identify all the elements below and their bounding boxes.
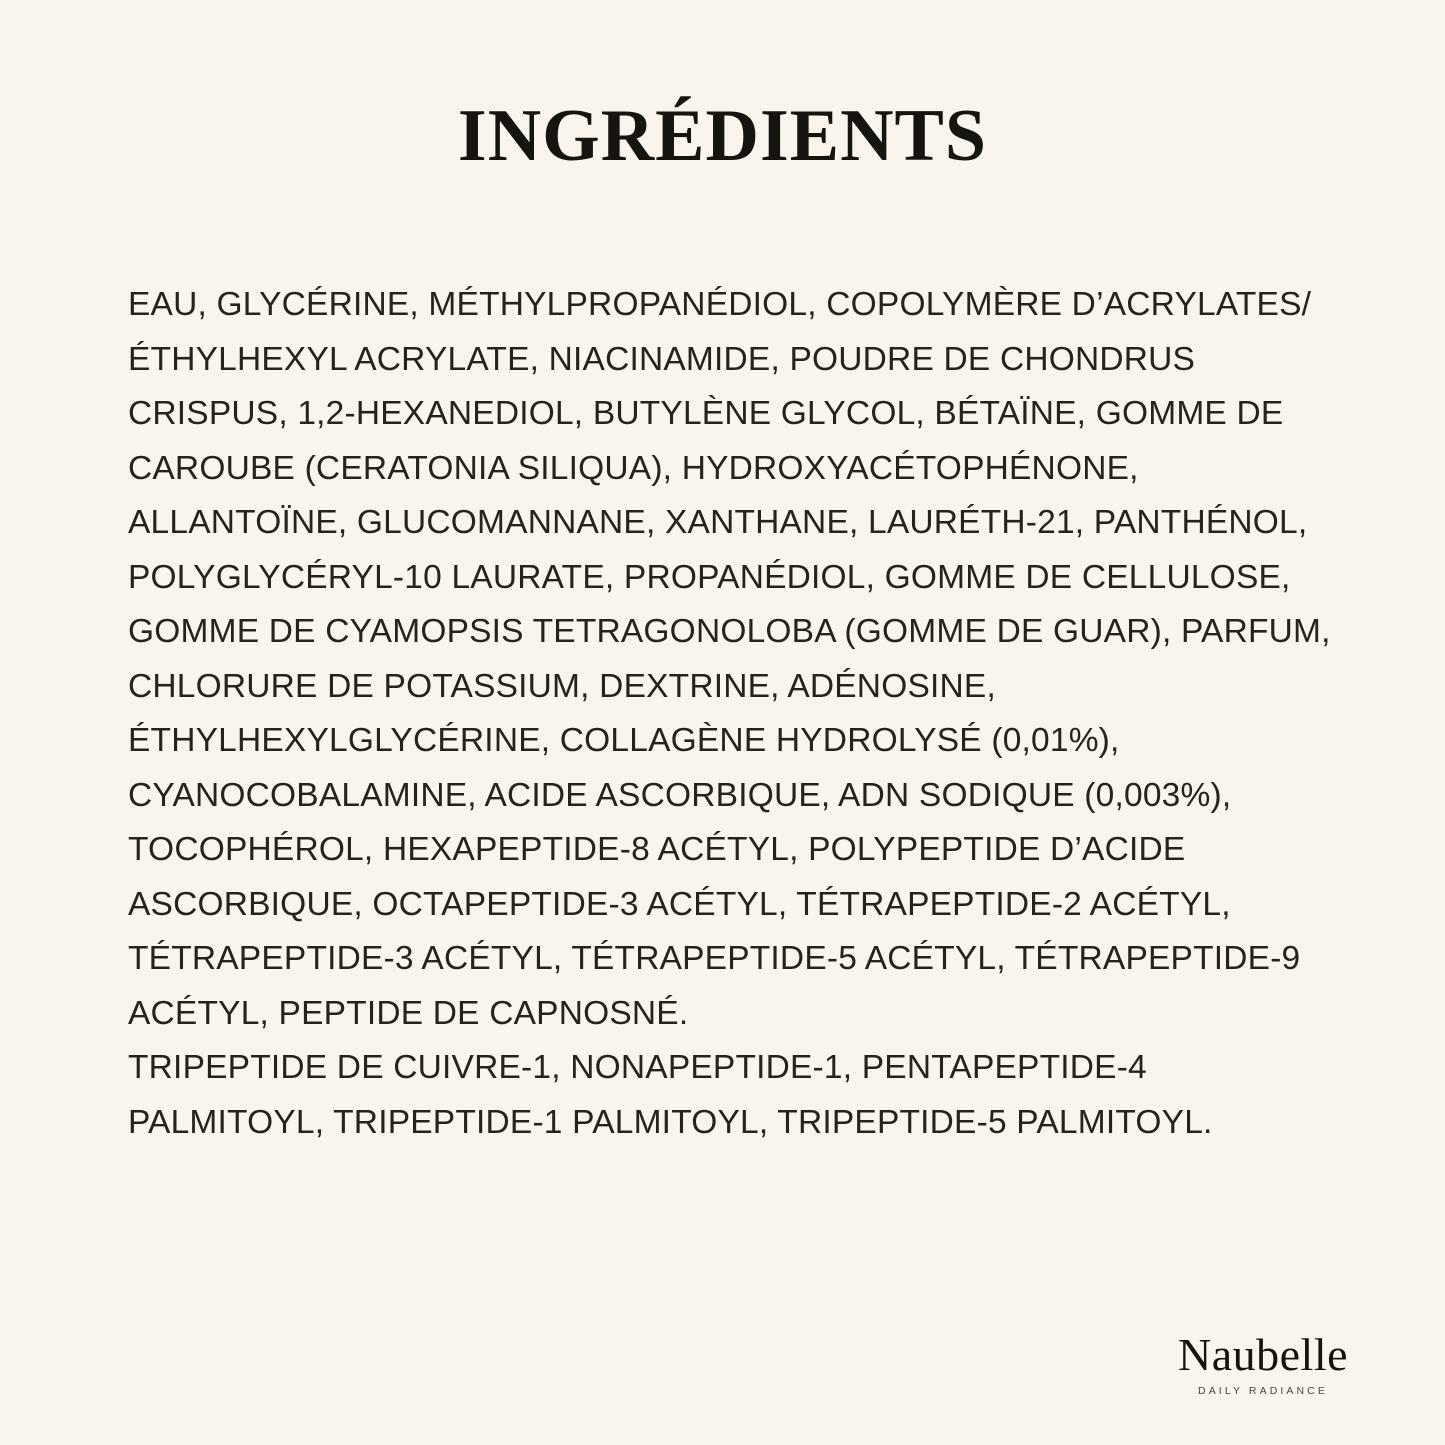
ingredients-paragraph-1: EAU, GLYCÉRINE, MÉTHYLPROPANÉDIOL, COPOLYMÈRE D’ACRYLATES/ÉTHYLHEXYL ACRYLATE, NIACINAMIDE, POUDRE DE CHONDRUS CRISPUS, 1,2-HEXANEDIOL, BUTYLÈNE GLYCOL, BÉTAÏNE, GOMME DE CAROUBE (CERATONIA SILIQUA), HYDROXYACÉTOPHÉNONE, ALLANTOÏNE, GLUCOMANNANE, XANTHANE, LAURÉTH-21, PANTHÉNOL, POLYGLYCÉRYL-10 LAURATE, PROPANÉDIOL, GOMME DE CELLULOSE, GOMME DE CYAMOPSIS TETRAGONOLOBA (GOMME DE GUAR), PARFUM, CHLORURE DE POTASSIUM, DEXTRINE, ADÉNOSINE, ÉTHYLHEXYLGLYCÉRINE, COLLAGÈNE HYDROLYSÉ (0,01%), CYANOCOBALAMINE, ACIDE ASCORBIQUE, ADN SODIQUE (0,003%), TOCOPHÉROL, HEXAPEPTIDE-8 ACÉTYL, POLYPEPTIDE D’ACIDE ASCORBIQUE, OCTAPEPTIDE-3 ACÉTYL, TÉTRAPEPTIDE-2 ACÉTYL, TÉTRAPEPTIDE-3 ACÉTYL, TÉTRAPEPTIDE-5 ACÉTYL, TÉTRAPEPTIDE-9 ACÉTYL, PEPTIDE DE CAPNOSNÉ. xyxy=(128,286,1331,1032)
ingredients-list xyxy=(128,278,1336,1150)
page-title: INGRÉDIENTS xyxy=(457,95,988,177)
brand-logo xyxy=(1133,1329,1393,1397)
ingredients-paragraph-2: TRIPEPTIDE DE CUIVRE-1, NONAPEPTIDE-1, PENTAPEPTIDE-4 PALMITOYL, TRIPEPTIDE-1 PALMITOYL, TRIPEPTIDE-5 PALMITOYL. xyxy=(128,1049,1213,1141)
brand-tagline: DAILY RADIANCE xyxy=(1198,1385,1328,1397)
brand-name: Naubelle xyxy=(1177,1329,1349,1380)
